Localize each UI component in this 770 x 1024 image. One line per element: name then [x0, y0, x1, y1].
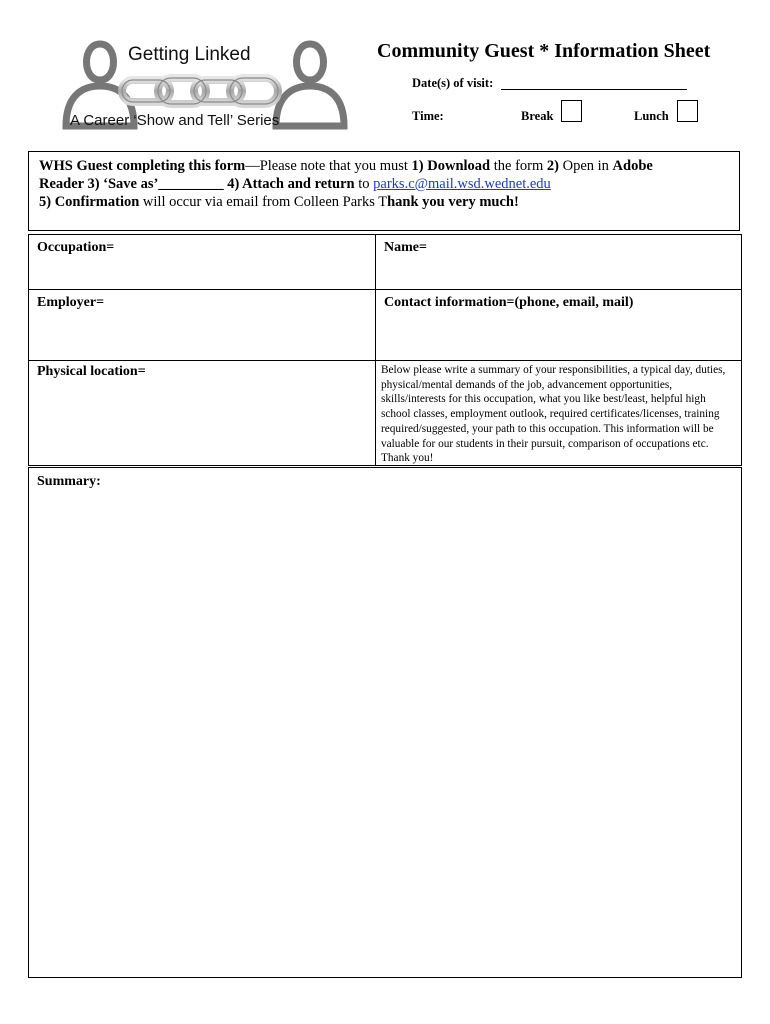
instructions-line-2: Reader 3) ‘Save as’_________ 4) Attach and return to parks.c@mail.wsd.wednet.edu	[39, 176, 551, 192]
instructions-box	[28, 151, 740, 231]
summary-label: Summary:	[37, 474, 101, 489]
name-field[interactable]	[375, 234, 742, 290]
break-checkbox[interactable]	[561, 100, 582, 122]
logo-subtitle: A Career ‘Show and Tell’ Series	[70, 112, 280, 129]
employer-field[interactable]	[28, 289, 376, 361]
dates-of-visit-label: Date(s) of visit:	[412, 76, 494, 90]
occupation-field[interactable]	[28, 234, 376, 290]
instructions-line-3: 5) Confirmation will occur via email from Colleen Parks Thank you very much!	[39, 194, 519, 210]
summary-instructions-text: Below please write a summary of your responsibilities, a typical day, duties, physical/mental demands of the job, advancement opportunities, skills/interests for this occupation, what you like best/least, helpful high school classes, employment outlook, required certificates/licenses, training required/suggested, your path to this occupation. This information will be valuable for our students in their pursuit, comparison of occupations etc. Thank you!	[381, 364, 726, 465]
summary-instructions-cell	[375, 360, 742, 466]
logo-title: Getting Linked	[128, 44, 251, 65]
occupation-label: Occupation=	[37, 240, 115, 255]
email-link[interactable]: parks.c@mail.wsd.wednet.edu	[373, 176, 551, 192]
name-label: Name=	[384, 240, 427, 255]
break-label: Break	[521, 109, 554, 123]
contact-information-field[interactable]	[375, 289, 742, 361]
lunch-checkbox[interactable]	[677, 100, 698, 122]
page-title: Community Guest * Information Sheet	[377, 40, 711, 62]
time-label: Time:	[412, 109, 444, 123]
dates-of-visit-field[interactable]	[501, 89, 687, 90]
instructions-line-1: WHS Guest completing this form—Please note that you must 1) Download the form 2) Open in Adobe	[39, 158, 653, 174]
summary-field[interactable]	[28, 467, 742, 978]
physical-location-field[interactable]	[28, 360, 376, 466]
employer-label: Employer=	[37, 295, 105, 310]
lunch-label: Lunch	[634, 109, 669, 123]
physical-location-label: Physical location=	[37, 364, 146, 379]
contact-information-label: Contact information=(phone, email, mail)	[384, 295, 634, 310]
